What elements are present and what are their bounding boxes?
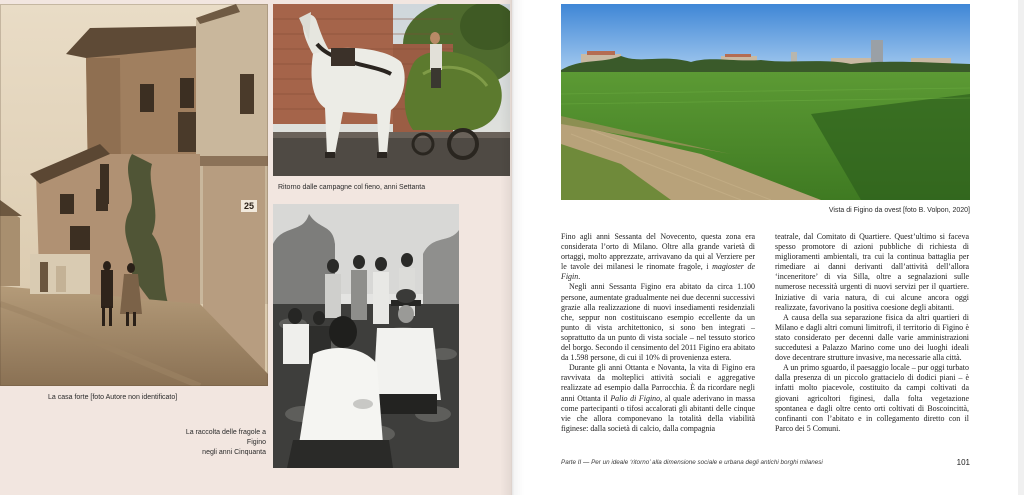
photo-ritorno-fieno <box>273 4 510 176</box>
paragraph: Fino agli anni Sessanta del Novecento, questa zona era considerata l’orto di Milano. Oltre alla grande varietà di ortaggi, molto apprezzate, arrivavano da qui al Verziere per le tavole dei milanesi le rinomate fragole, i magioster de Figin. <box>561 232 755 282</box>
photo-raccolta-fragole <box>273 204 459 468</box>
paragraph: Negli anni Sessanta Figino era abitato da circa 1.100 persone, aumentate gradualmente nei due decenni successivi grazie alla realizzazione di nuovi insediamenti residenziali che, seppur non costituiscano esempio eccellente da un punto di vista architettonico, si sono ben integrati – soprattutto da un punto di vista sociale – nel tessuto storico del borgo. Secondo il censimento del 2011 Figino era abitato da 1.598 persone, di cui il 10% di provenienza estera. <box>561 282 755 363</box>
caption-raccolta-fragole <box>166 428 266 458</box>
caption-fragole-line-1: La raccolta delle fragole a Figino <box>185 429 266 446</box>
caption-casa-forte: La casa forte [foto Autore non identificato] <box>48 394 178 401</box>
page-number: 101 <box>956 458 970 467</box>
photo-vista-figino <box>561 4 970 200</box>
page-edge <box>1018 0 1024 495</box>
paragraph: Durante gli anni Ottanta e Novanta, la vita di Figino era ravvivata da molteplici attività sociali e aggregative realizzate ad esempio dalla Parrocchia. È da ricordare negli anni Ottanta il Palio di Figino, al quale aderivano in massa come partecipanti o tifosi accalorati gli abitanti delle cinque vie che allora componevano la totalità della viabilità figinese: dalla società di calcio, dalla compagnia <box>561 363 755 433</box>
caption-fragole-line-2: negli anni Cinquanta <box>202 449 266 456</box>
house-number: 25 <box>243 201 254 211</box>
text-column-1 <box>561 232 755 434</box>
running-footer: Parte II — Per un ideale ‘ritorno’ alla dimensione sociale e urbana degli antichi borghi milanesi <box>561 459 823 466</box>
paragraph: A causa della sua separazione fisica da altri quartieri di Milano e dagli altri comuni limitrofi, il territorio di Figino è stato considerato per decenni dalle varie amministrazioni succedutesi a Palazzo Marino come uno dei luoghi ideali dove decentrare strutture invasive, ma necessarie alla città. <box>775 312 969 363</box>
paragraph: teatrale, dal Comitato di Quartiere. Quest’ultimo si faceva spesso promotore di azioni pubbliche di richiesta di miglioramenti ambientali, tra cui la continua battaglia per rimediare ai danni derivanti dall’attività dell’allora ‘inceneritore’ di via Silla, oltre a segnalazioni sulle numerose necessità urgenti di nuovi servizi per il quartiere. Iniziative di varia natura, di cui alcune ancora oggi realizzate, favorivano la positiva coesione degli abitanti. <box>775 232 969 312</box>
paragraph: A un primo sguardo, il paesaggio locale – pur oggi turbato dalla presenza di un piccolo grattacielo di dodici piani – è infatti molto piacevole, costituito da campi coltivati da giovani agricoltori figinesi, dalla folta vegetazione spontanea e dagli oltre cento orti coltivati di Boscoincittà, confinanti con l’abitato e in collegamento diretto con il Parco dei 5 Comuni. <box>775 363 969 433</box>
caption-vista-figino: Vista di Figino da ovest [foto B. Volpon, 2020] <box>828 207 970 214</box>
photo-casa-forte <box>0 4 268 386</box>
text-column-2 <box>775 232 969 434</box>
caption-ritorno-fieno: Ritorno dalle campagne col fieno, anni Settanta <box>278 184 426 191</box>
